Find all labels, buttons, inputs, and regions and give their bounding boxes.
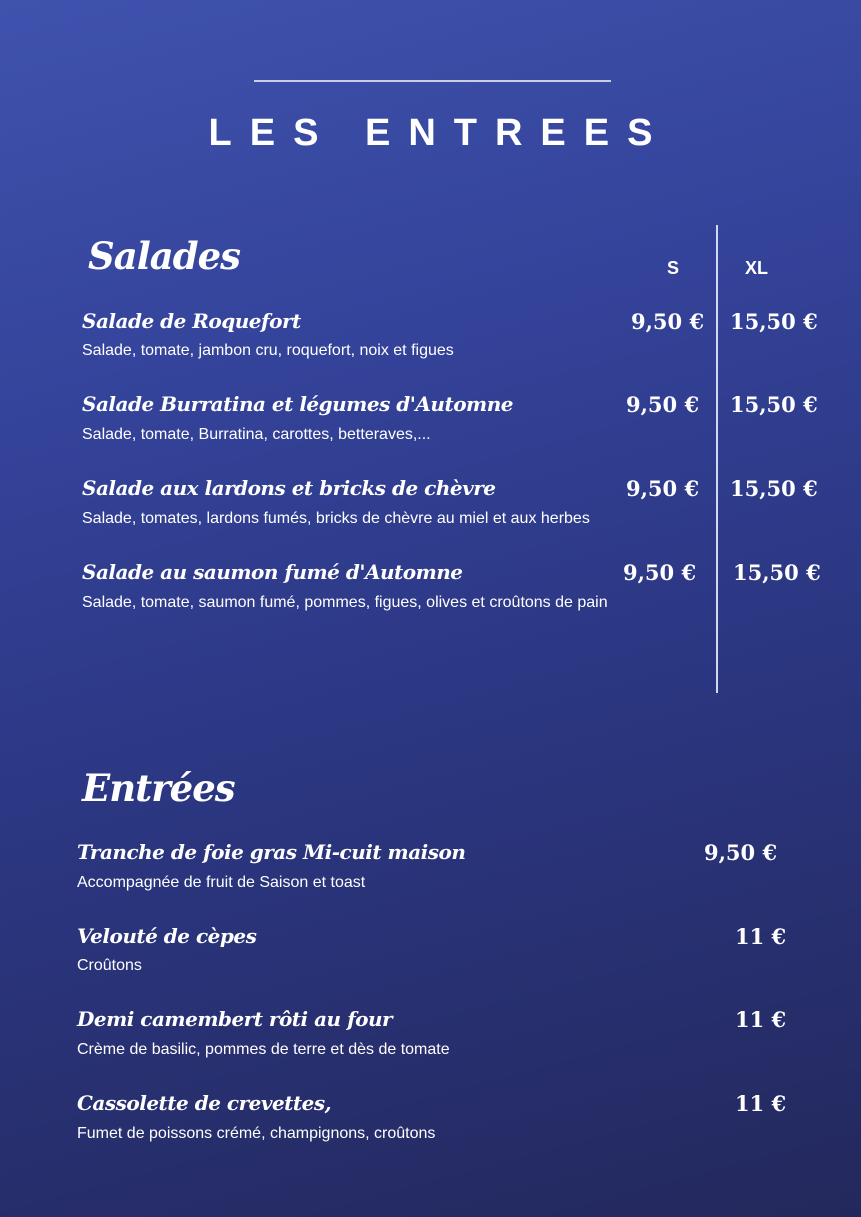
column-divider — [716, 225, 718, 693]
price-s: 9,50 € — [623, 560, 697, 585]
price-s: 9,50 € — [626, 476, 700, 501]
item-description: Fumet de poissons crémé, champignons, croûtons — [77, 1125, 436, 1142]
salades-title: Salades — [88, 234, 240, 278]
price: 11 € — [735, 924, 787, 949]
item-description: Salade, tomate, Burratina, carottes, betteraves,... — [82, 426, 431, 443]
price: 11 € — [735, 1007, 787, 1032]
item-name: Velouté de cèpes — [77, 924, 257, 948]
column-header-xl: XL — [745, 258, 769, 278]
price-xl: 15,50 € — [730, 309, 818, 334]
price: 9,50 € — [704, 840, 778, 865]
item-name: Tranche de foie gras Mi-cuit maison — [77, 840, 466, 864]
item-description: Croûtons — [77, 957, 142, 974]
item-description: Accompagnée de fruit de Saison et toast — [77, 874, 366, 891]
item-name: Salade de Roquefort — [82, 309, 301, 333]
item-description: Crème de basilic, pommes de terre et dès de tomate — [77, 1041, 450, 1058]
item-name: Demi camembert rôti au four — [77, 1007, 393, 1031]
item-description: Salade, tomate, saumon fumé, pommes, figues, olives et croûtons de pain — [82, 594, 608, 611]
price-xl: 15,50 € — [733, 560, 821, 585]
price-xl: 15,50 € — [730, 392, 818, 417]
entrees-title: Entrées — [82, 766, 235, 810]
price-s: 9,50 € — [626, 392, 700, 417]
page-title: LES ENTREES — [208, 112, 671, 154]
price-xl: 15,50 € — [730, 476, 818, 501]
item-name: Salade Burratina et légumes d'Automne — [82, 392, 513, 416]
price: 11 € — [735, 1091, 787, 1116]
item-description: Salade, tomate, jambon cru, roquefort, noix et figues — [82, 342, 454, 359]
item-description: Salade, tomates, lardons fumés, bricks de chèvre au miel et aux herbes — [82, 510, 590, 527]
item-name: Salade aux lardons et bricks de chèvre — [82, 476, 496, 500]
price-s: 9,50 € — [631, 309, 705, 334]
item-name: Salade au saumon fumé d'Automne — [82, 560, 463, 584]
column-header-s: S — [667, 258, 680, 278]
top-divider — [254, 80, 611, 82]
item-name: Cassolette de crevettes, — [77, 1091, 332, 1115]
